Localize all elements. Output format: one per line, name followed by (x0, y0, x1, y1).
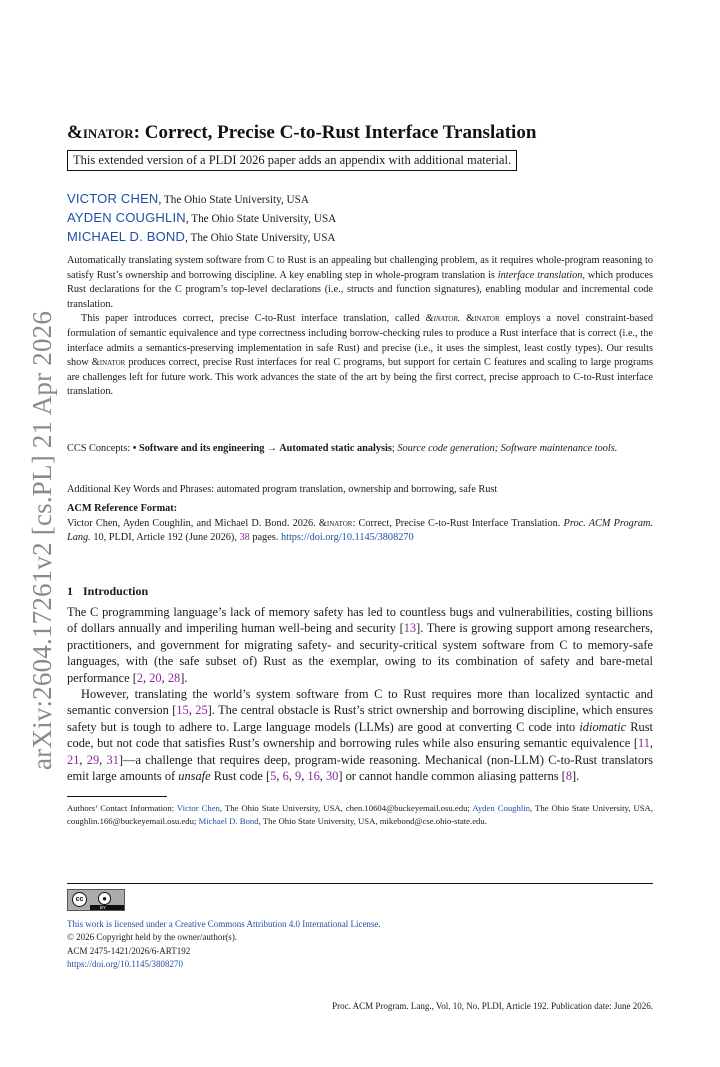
title-rest: : Correct, Precise C-to-Rust Interface Translation (133, 122, 537, 143)
author-list (67, 190, 653, 247)
ccs-concepts: CCS Concepts: • Software and its engineering → Automated static analysis; Source code generation; Software maintenance tools. (67, 443, 618, 454)
abstract-paragraph (67, 254, 653, 312)
citation-link[interactable]: 16 (307, 769, 320, 784)
citation-link[interactable]: 30 (325, 769, 339, 784)
reference-part: 10, PLDI, Article 192 (June 2026), (90, 532, 240, 544)
reference-part: : Correct, Precise C-to-Rust Interface Translation. (352, 517, 564, 529)
arxiv-id-text: arXiv:2604.17261v2 [cs.PL] 21 Apr 2026 (27, 310, 57, 770)
reference-part: Victor Chen, Ayden Coughlin, and Michael D. Bond. 2026. (67, 517, 319, 529)
intro-text: ]. (180, 670, 188, 685)
license-link[interactable]: This work is licensed under a Creative Commons Attribution 4.0 International License. (67, 919, 381, 929)
section-number: 1 (67, 584, 73, 598)
abstract-text: , which produces Rust declarations for the C program’s top-level declarations (i.e., structs and function signatures), enabling modular and incremental code translation. (67, 269, 653, 310)
section-heading (67, 584, 653, 599)
citation-link[interactable]: 31 (106, 752, 119, 767)
author-name[interactable]: VICTOR CHEN (67, 191, 159, 206)
author-entry (67, 228, 653, 247)
citation-link[interactable]: 20 (149, 670, 162, 685)
author-affiliation: , The Ohio State University, USA (185, 232, 336, 244)
abstract-text: Automatically translating system software from C to Rust is an appealing but challenging problem, as it requires whole-program reasoning to satisfy Rust’s ownership and borrowing discipline. A key enabling step in whole-program translation is (67, 255, 653, 281)
abstract-text: This paper introduces correct, precise C-to-Rust interface translation, called (81, 313, 426, 325)
intro-text: Rust code [ (210, 769, 271, 784)
citation-link[interactable]: 6 (282, 769, 289, 784)
abstract-text: produces correct, precise Rust interfaces for real C programs, but support for certain C features and scaling to large programs are challenges left for future work. This work advances the state of the art by being the first correct, precise approach to C-to-Rust interface translation. (67, 357, 653, 398)
contact-label: Authors’ Contact Information: (67, 803, 177, 813)
author-link[interactable]: Michael D. Bond (198, 816, 259, 826)
arxiv-margin-identifier (24, 250, 60, 770)
author-link[interactable]: Ayden Coughlin (472, 803, 531, 813)
license-block (67, 918, 653, 971)
citation-link[interactable]: 8 (565, 769, 573, 784)
reference-part: pages. (249, 532, 281, 544)
license-divider (67, 883, 653, 884)
intro-text: ]. (572, 769, 580, 784)
tool-name: &inator (318, 517, 353, 529)
author-contact-info (67, 802, 653, 828)
intro-paragraph: The C programming language’s lack of memory safety has led to countless bugs and vulnerabilities, costing billions of dollars annually and imperiling human well-being and security [13]. There is growing support among researchers, practitioners, and government for migrating safety- and security-critical system software from C to memory-safe languages, with (the safe subset of) Rust as the exemplar, owing to its combination of safety and bare-metal performance [2, 20, 28]. (67, 605, 653, 685)
doi-link[interactable]: https://doi.org/10.1145/3808270 (280, 532, 414, 544)
page-footer: Proc. ACM Program. Lang., Vol. 10, No. PLDI, Article 192. Publication date: June 2026. (332, 1001, 653, 1011)
acm-identifier: ACM 2475-1421/2026/6-ART192 (67, 945, 191, 956)
attribution-person-icon: ● (98, 892, 111, 905)
author-affiliation: , The Ohio State University, USA (185, 213, 337, 225)
footnote-divider (67, 796, 167, 797)
intro-paragraph: However, translating the world’s system software from C to Rust requires more than localized syntactic and semantic conversion [15, 25]. The central obstacle is Rust’s strict ownership and borrowing discipline, which ensures safety but is tough to adhere to. Large language models (LLMs) are good at converting C code into idiomatic Rust code, but not code that satisfies Rust’s ownership and borrowing rules while also ensuring semantic equivalence [11, 21, 29, 31]—a challenge that requires deep, program-wide reasoning. Mechanical (non-LLM) C-to-Rust translators emit large amounts of unsafe Rust code [5, 6, 9, 16, 30] or cannot handle common aliasing patterns [8]. (67, 687, 654, 784)
abstract-paragraph (67, 312, 653, 400)
keywords: Additional Key Words and Phrases: automated program translation, ownership and borrowing, safe Rust (67, 484, 498, 495)
citation-link[interactable]: 28 (167, 670, 181, 685)
section-title: Introduction (83, 584, 149, 598)
intro-text: ]. There is growing support among researchers, practitioners, and government for migrating safety- and security-critical system software from C to memory-safe languages, with (the safe subset of) Rust as the exemplar, owing to its combination of safety and bare-metal performance [ (67, 621, 653, 685)
intro-text: Rust code, but not code that satisfies Rust’s ownership and borrowing rules while also ensuring semantic equivalence [ (67, 719, 654, 751)
intro-text: The C programming language’s lack of memory safety has led to countless bugs and vulnerabilities, costing billions of dollars annually and imperiling human well-being and security [ (67, 605, 653, 636)
cc-icon: cc (72, 892, 87, 907)
paper-title (67, 120, 653, 146)
author-affiliation: , The Ohio State University, USA (158, 194, 309, 206)
tool-name: &inator (91, 357, 126, 369)
citation-link[interactable]: 5 (270, 769, 277, 784)
abstract-emphasis: interface translation (497, 269, 583, 281)
author-link[interactable]: Victor Chen (176, 803, 220, 813)
intro-emphasis: idiomatic (579, 719, 627, 734)
author-entry (67, 209, 653, 228)
journal-name: Proc. ACM Program. Lang. (67, 517, 653, 544)
page-count-link[interactable]: 38 (239, 532, 250, 544)
intro-text: ] or cannot handle common aliasing patterns [ (338, 769, 566, 784)
intro-emphasis: unsafe (178, 769, 211, 784)
contact-text: , The Ohio State University, USA, coughlin.166@buckeyemail.osu.edu; (67, 803, 653, 826)
ccs-secondary: Source code generation; Software maintenance tools. (397, 443, 618, 454)
tool-name: &inator (67, 122, 134, 143)
citation-link[interactable]: 21 (67, 752, 80, 767)
intro-text: However, translating the world’s system software from C to Rust requires more than localized syntactic and semantic conversion [ (67, 687, 653, 718)
contact-text: , The Ohio State University, USA, chen.10604@buckeyemail.osu.edu; (219, 803, 473, 813)
introduction-body (67, 604, 653, 784)
by-label: BY (100, 905, 107, 910)
intro-text: ]. The central obstacle is Rust’s strict ownership and borrowing discipline, which ensures safety but is tough to adhere to. Large language models (LLMs) are good at converting C code into (67, 703, 654, 734)
citation-link[interactable]: 25 (195, 703, 208, 718)
citation-link[interactable]: 11 (637, 736, 650, 751)
reference-header: ACM Reference Format: (67, 503, 178, 514)
author-name[interactable]: AYDEN COUGHLIN (67, 210, 186, 225)
citation-link[interactable]: 2 (136, 670, 144, 685)
abstract-text: employs a novel constraint-based formulation of semantic equivalence and type correctness including borrow-checking rules to produce a Rust interface that is correct (i.e., the interface admits a semantics-preserving implementation in safe Rust) and precise (i.e., it uses the simplest, least costly types). Our results show (67, 313, 653, 369)
citation-link[interactable]: 29 (86, 752, 100, 767)
ccs-primary: • Software and its engineering → Automated static analysis (132, 443, 392, 454)
ccs-label: CCS Concepts: (67, 443, 133, 454)
copyright-line: © 2026 Copyright held by the owner/author(s). (67, 932, 238, 943)
reference-text (67, 517, 653, 546)
contact-text: , The Ohio State University, USA, mikebond@cse.ohio-state.edu. (258, 816, 487, 826)
doi-link[interactable]: https://doi.org/10.1145/3808270 (67, 958, 184, 969)
author-entry (67, 190, 653, 209)
tool-name: &inator. (425, 313, 461, 325)
citation-link[interactable]: 15 (176, 703, 189, 718)
citation-link[interactable]: 9 (294, 769, 302, 784)
creative-commons-badge[interactable] (67, 889, 125, 911)
badge-strip (90, 905, 124, 910)
citation-link[interactable]: 13 (403, 621, 417, 636)
intro-text: ]—a challenge that requires deep, program-wide reasoning. Mechanical (non-LLM) C-to-Rust translators emit large amounts of (67, 752, 653, 784)
author-name[interactable]: MICHAEL D. BOND (67, 229, 186, 244)
tool-name: &inator (466, 313, 500, 325)
abstract (67, 254, 653, 400)
acm-reference-format (67, 502, 653, 546)
extended-version-note: This extended version of a PLDI 2026 paper adds an appendix with additional material. (67, 150, 517, 171)
